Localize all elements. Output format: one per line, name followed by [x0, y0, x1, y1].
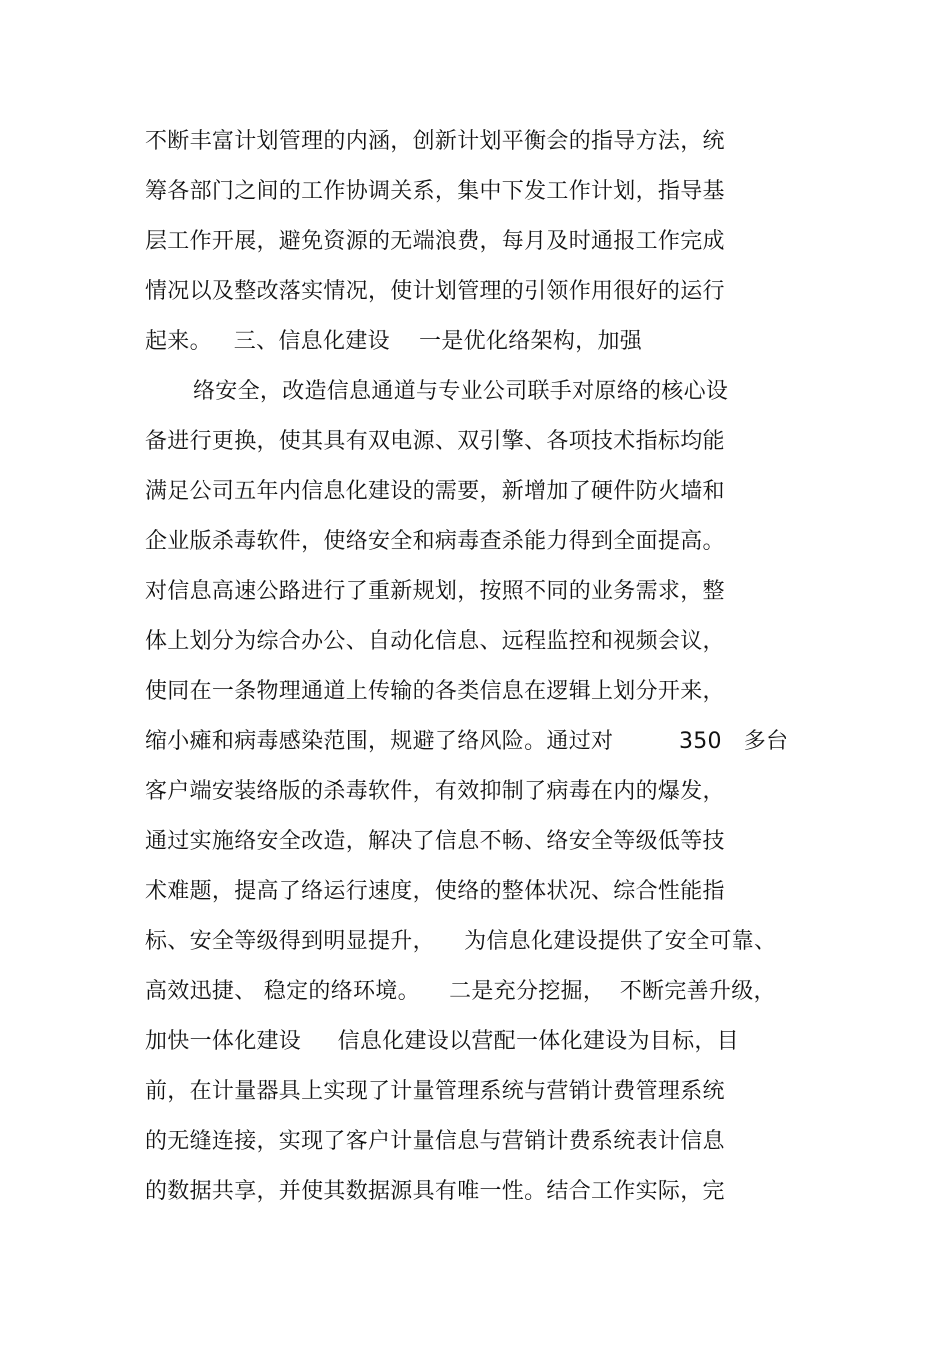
text-line: 层工作开展，避免资源的无端浪费，每月及时通报工作完成 [145, 229, 725, 254]
text-line: 通过实施络安全改造，解决了信息不畅、络安全等级低等技 [145, 829, 725, 854]
text-line: 对信息高速公路进行了重新规划，按照不同的业务需求，整 [145, 579, 725, 604]
text-line: 的数据共享，并使其数据源具有唯一性。结合工作实际，完 [145, 1179, 725, 1204]
text-line: 术难题，提高了络运行速度，使络的整体状况、综合性能指 [145, 879, 725, 904]
text-line: 缩小瘫和病毒感染范围，规避了络风险。通过对 350 多台 [145, 729, 789, 754]
text-line: 满足公司五年内信息化建设的需要，新增加了硬件防火墙和 [145, 479, 725, 504]
text-line: 前，在计量器具上实现了计量管理系统与营销计费管理系统 [145, 1079, 725, 1104]
text-line: 体上划分为综合办公、自动化信息、远程监控和视频会议， [145, 629, 725, 654]
text-line: 络安全，改造信息通道与专业公司联手对原络的核心设 [193, 379, 729, 404]
text-line: 起来。 三、信息化建设 一是优化络架构，加强 [145, 329, 643, 354]
text-line: 情况以及整改落实情况，使计划管理的引领作用很好的运行 [145, 279, 725, 304]
text-line: 筹各部门之间的工作协调关系，集中下发工作计划，指导基 [145, 179, 725, 204]
text-line: 使同在一条物理通道上传输的各类信息在逻辑上划分开来， [145, 679, 725, 704]
text-line: 企业版杀毒软件，使络安全和病毒查杀能力得到全面提高。 [145, 529, 725, 554]
text-line: 的无缝连接，实现了客户计量信息与营销计费系统表计信息 [145, 1129, 725, 1154]
text-line: 加快一体化建设 信息化建设以营配一体化建设为目标，目 [145, 1029, 739, 1054]
text-line: 客户端安装络版的杀毒软件，有效抑制了病毒在内的爆发， [145, 779, 725, 804]
text-line: 备进行更换，使其具有双电源、双引擎、各项技术指标均能 [145, 429, 725, 454]
text-line: 标、安全等级得到明显提升， 为信息化建设提供了安全可靠、 [145, 929, 777, 954]
text-line: 高效迅捷、 稳定的络环境。 二是充分挖掘， 不断完善升级， [145, 979, 776, 1004]
text-line: 不断丰富计划管理的内涵，创新计划平衡会的指导方法，统 [145, 129, 725, 154]
